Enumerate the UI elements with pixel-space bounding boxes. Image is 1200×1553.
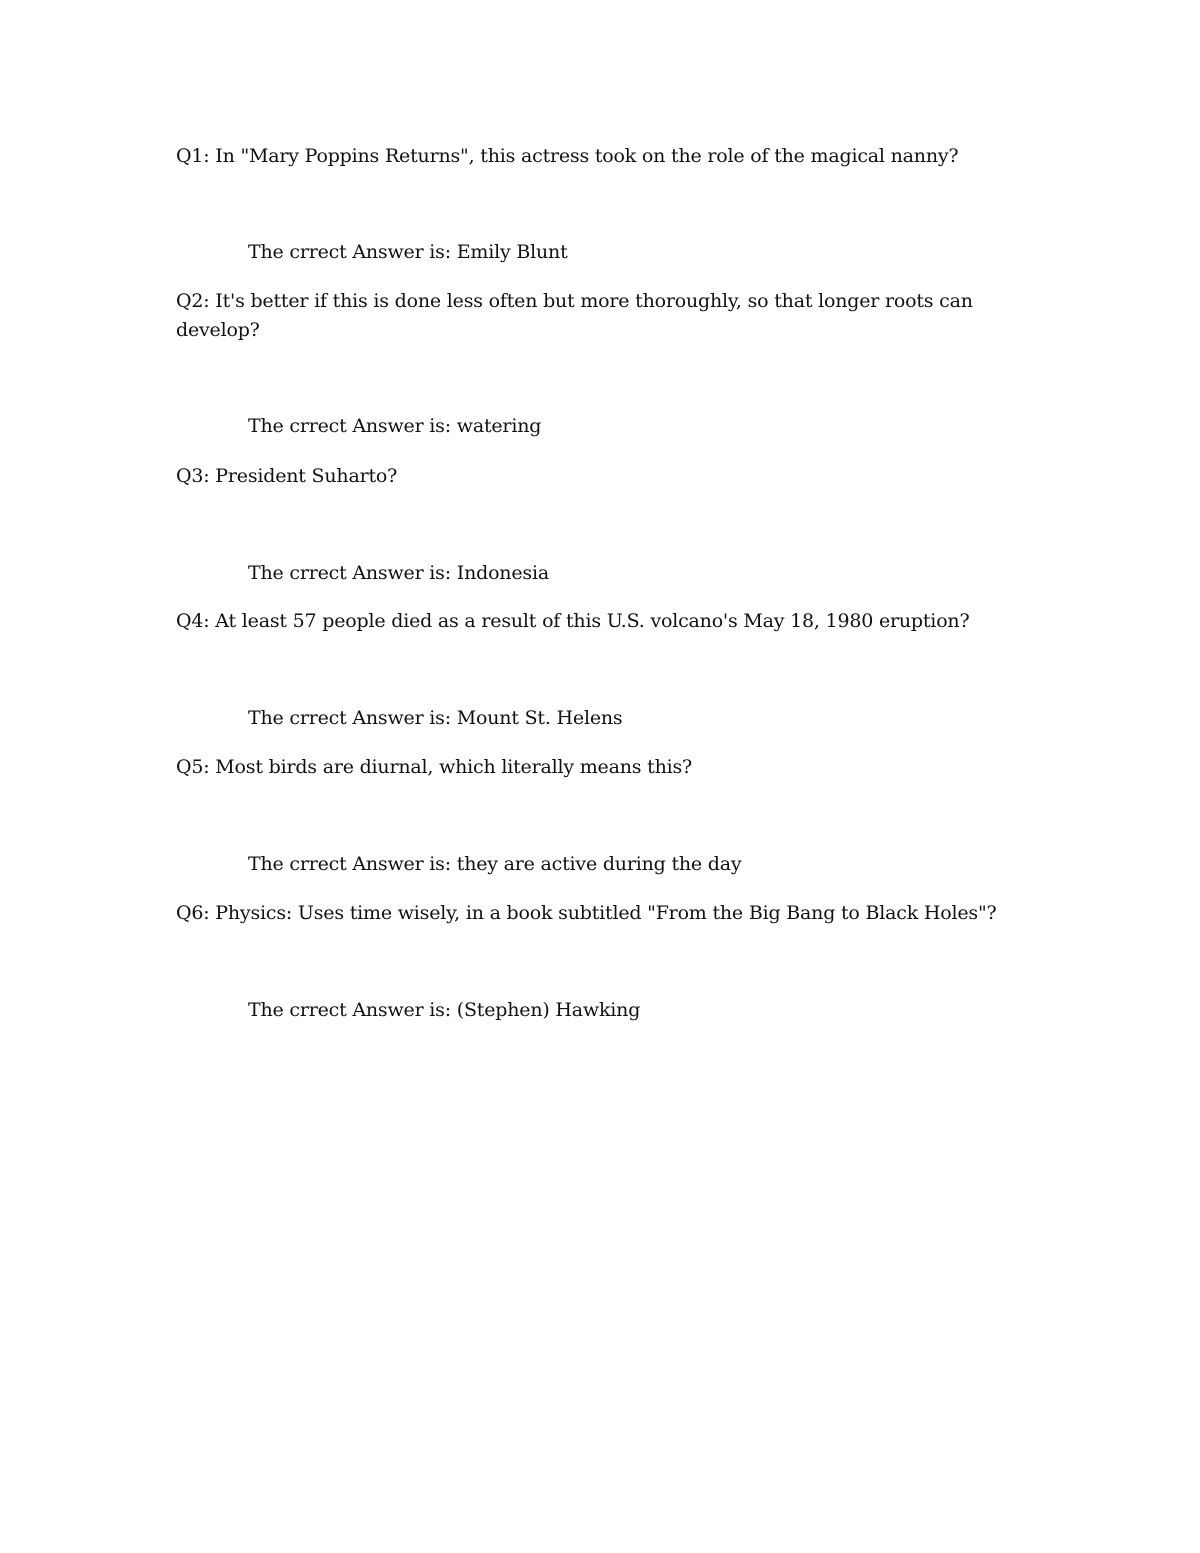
answer-5-text: The crrect Answer is: they are active during the day (248, 853, 742, 875)
question-2-text-continued: develop? (176, 319, 260, 341)
answer-6-text: The crrect Answer is: (Stephen) Hawking (248, 999, 641, 1021)
question-2-text: Q2: It's better if this is done less often but more thoroughly, so that longer roots can (176, 290, 973, 312)
answer-3-text: The crrect Answer is: Indonesia (248, 562, 549, 584)
question-5-text: Q5: Most birds are diurnal, which literally means this? (176, 756, 693, 778)
question-3-text: Q3: President Suharto? (176, 465, 398, 487)
question-1-text: Q1: In "Mary Poppins Returns", this actress took on the role of the magical nanny? (176, 145, 959, 167)
answer-4-text: The crrect Answer is: Mount St. Helens (248, 707, 623, 729)
question-4-text: Q4: At least 57 people died as a result of this U.S. volcano's May 18, 1980 eruption? (176, 610, 970, 632)
answer-2-text: The crrect Answer is: watering (248, 415, 542, 437)
question-6-text: Q6: Physics: Uses time wisely, in a book subtitled "From the Big Bang to Black Holes"? (176, 902, 997, 924)
answer-1-text: The crrect Answer is: Emily Blunt (248, 241, 568, 263)
